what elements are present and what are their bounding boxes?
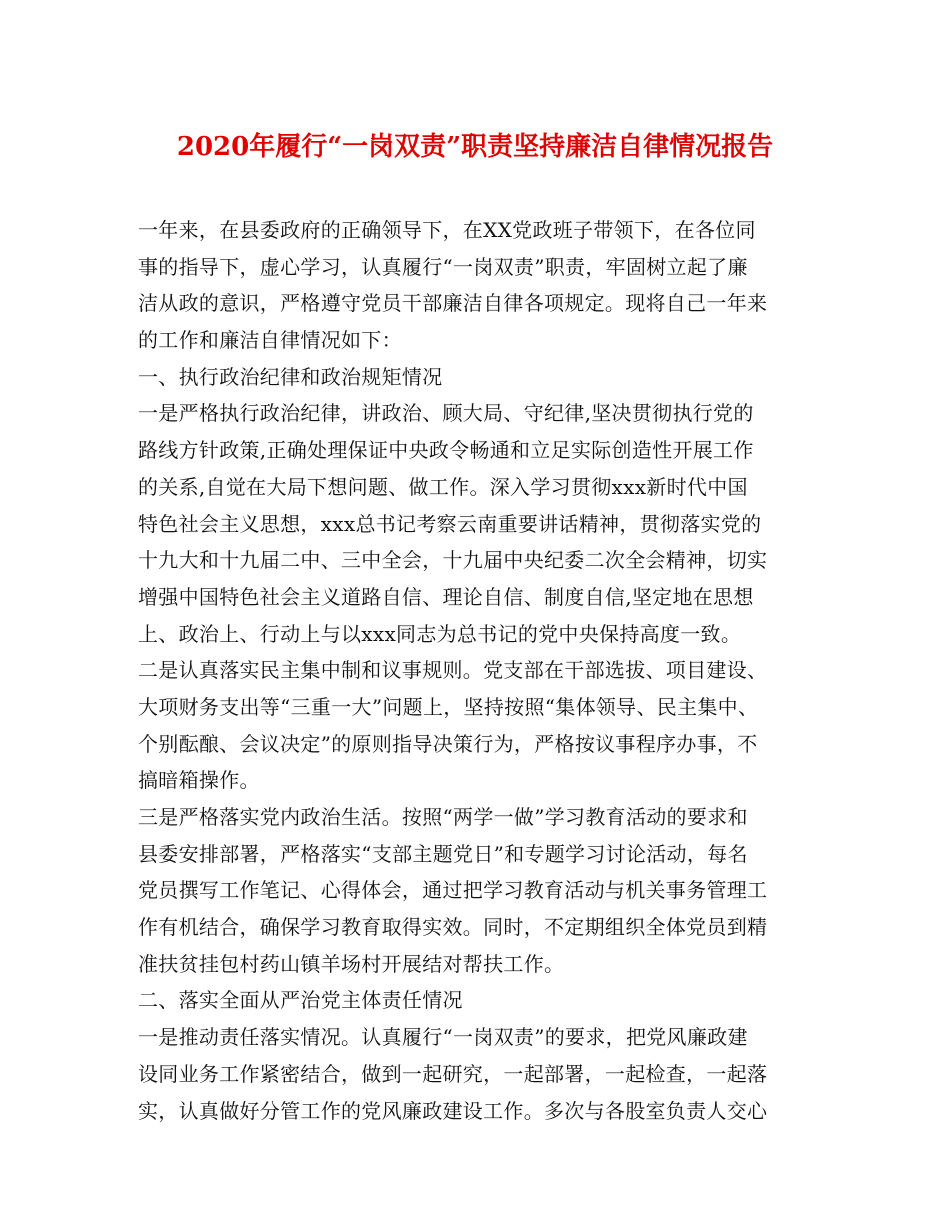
text-line: 作有机结合，确保学习教育取得实效。同时，不定期组织全体党员到精	[138, 915, 768, 940]
document-title: 2020年履行“一岗双责”职责坚持廉洁自律情况报告	[176, 132, 774, 162]
text-line: 搞暗箱操作。	[138, 768, 260, 793]
text-line: 的工作和廉洁自律情况如下：	[138, 328, 402, 353]
section-heading: 一、执行政治纪律和政治规矩情况	[138, 364, 443, 389]
text-line: 三是严格落实党内政治生活。按照“两学一做”学习教育活动的要求和	[138, 805, 748, 829]
text-line: 设同业务工作紧密结合，做到一起研究，一起部署，一起检查，一起落	[138, 1061, 768, 1086]
text-line: 个别酝酿、会议决定”的原则指导决策行为，严格按议事程序办事，不	[138, 731, 758, 756]
text-line: 的关系,自觉在大局下想问题、做工作。深入学习贯彻xxx新时代中国	[138, 474, 748, 499]
text-line: 洁从政的意识，严格遵守党员干部廉洁自律各项规定。现将自己一年来	[138, 291, 768, 316]
document-body	[138, 212, 828, 1129]
text-line: 一年来，在县委政府的正确领导下，在XX党政班子带领下，在各位同	[138, 218, 756, 242]
text-line: 大项财务支出等“三重一大”问题上，坚持按照“集体领导、民主集中、	[138, 694, 759, 719]
text-line: 实，认真做好分管工作的党风廉政建设工作。多次与各股室负责人交心	[138, 1098, 768, 1123]
text-line: 特色社会主义思想，xxx总书记考察云南重要讲话精神，贯彻落实党的	[138, 511, 762, 536]
text-line: 准扶贫挂包村药山镇羊场村开展结对帮扶工作。	[138, 951, 565, 976]
text-line: 党员撰写工作笔记、心得体会，通过把学习教育活动与机关事务管理工	[138, 878, 768, 903]
text-line: 增强中国特色社会主义道路自信、理论自信、制度自信,坚定地在思想	[138, 584, 754, 609]
text-line: 一是严格执行政治纪律，讲政治、顾大局、守纪律,坚决贯彻执行党的	[138, 401, 754, 426]
text-line: 二是认真落实民主集中制和议事规则。党支部在干部选拔、项目建设、	[138, 658, 768, 683]
text-line: 上、政治上、行动上与以xxx同志为总书记的党中央保持高度一致。	[138, 621, 742, 646]
section-heading: 二、落实全面从严治党主体责任情况	[138, 988, 463, 1013]
text-line: 十九大和十九届二中、三中全会，十九届中央纪委二次全会精神，切实	[138, 548, 768, 573]
text-line: 县委安排部署，严格落实“支部主题党日”和专题学习讨论活动，每名	[138, 841, 748, 866]
text-line: 一是推动责任落实情况。认真履行“一岗双责”的要求，把党风廉政建	[138, 1025, 748, 1050]
text-line: 事的指导下，虚心学习，认真履行“一岗双责”职责，牢固树立起了廉	[138, 254, 748, 279]
text-line: 路线方针政策,正确处理保证中央政令畅通和立足实际创造性开展工作	[138, 438, 754, 463]
